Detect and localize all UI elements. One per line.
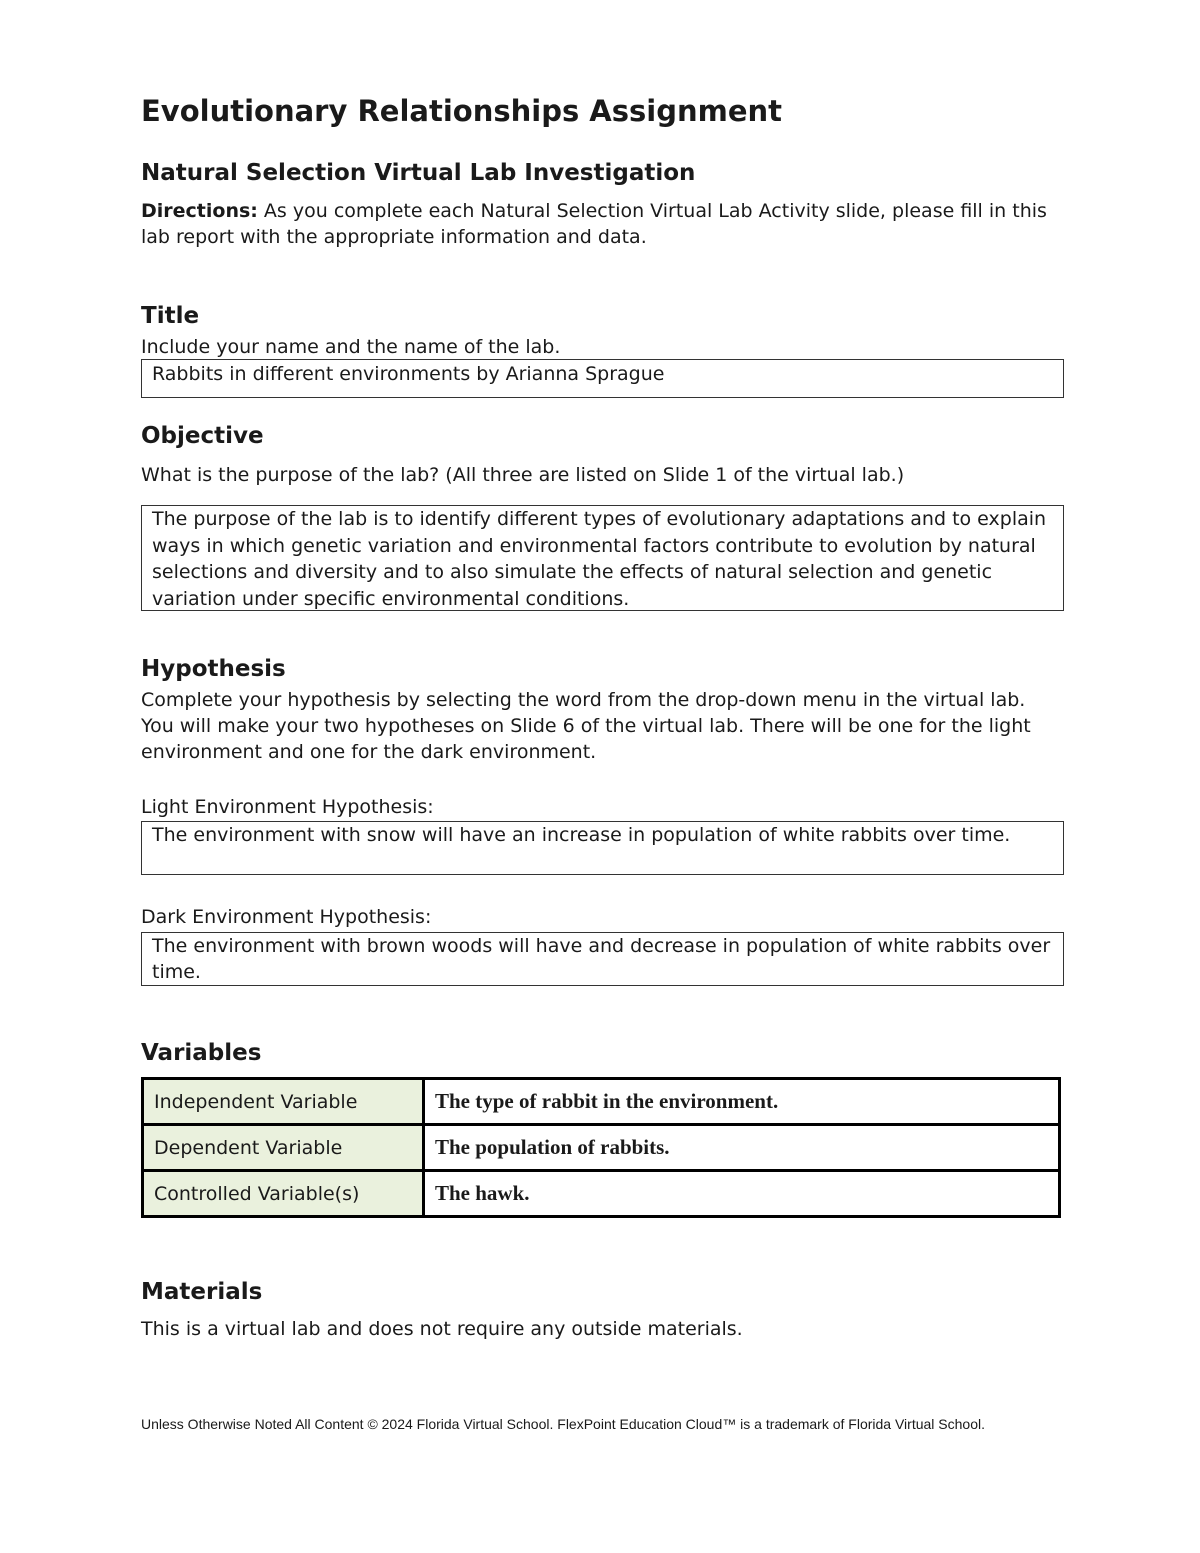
directions [141,198,1061,250]
table-row [143,1171,1060,1217]
copyright-footer: Unless Otherwise Noted All Content © 2024 Florida Virtual School. FlexPoint Education Cloud™ is a trademark of Florida Virtual School. [141,1416,985,1432]
light-hypothesis-label: Light Environment Hypothesis: [141,796,434,818]
dependent-variable-value[interactable]: The population of rabbits. [424,1125,1060,1171]
objective-prompt: What is the purpose of the lab? (All three are listed on Slide 1 of the virtual lab.) [141,464,905,486]
independent-variable-label: Independent Variable [143,1079,424,1125]
document-subtitle: Natural Selection Virtual Lab Investigation [141,160,696,186]
table-row [143,1125,1060,1171]
light-hypothesis-answer-box[interactable]: The environment with snow will have an increase in population of white rabbits over time. [141,821,1064,875]
independent-variable-value[interactable]: The type of rabbit in the environment. [424,1079,1060,1125]
hypothesis-prompt: Complete your hypothesis by selecting the word from the drop-down menu in the virtual lab. You will make your two hypotheses on Slide 6 of the virtual lab. There will be one for the light environment and one for the dark environment. [141,689,1031,763]
controlled-variables-value[interactable]: The hawk. [424,1171,1060,1217]
variables-heading: Variables [141,1040,262,1066]
document-title: Evolutionary Relationships Assignment [141,94,783,128]
title-prompt: Include your name and the name of the lab. [141,336,561,358]
table-row [143,1079,1060,1125]
materials-heading: Materials [141,1279,263,1305]
hypothesis-heading: Hypothesis [141,656,286,682]
materials-text: This is a virtual lab and does not require any outside materials. [141,1318,743,1340]
objective-heading: Objective [141,423,264,449]
controlled-variables-label: Controlled Variable(s) [143,1171,424,1217]
dark-hypothesis-answer-box[interactable]: The environment with brown woods will have and decrease in population of white rabbits over time. [141,932,1064,986]
title-answer-box[interactable]: Rabbits in different environments by Arianna Sprague [141,359,1064,398]
directions-label: Directions: [141,200,258,222]
objective-answer-box[interactable]: The purpose of the lab is to identify different types of evolutionary adaptations and to explain ways in which genetic variation and environmental factors contribute to evolution by natural selections and diversity and to also simulate the effects of natural selection and genetic variation under specific environmental conditions. [141,505,1064,611]
dependent-variable-label: Dependent Variable [143,1125,424,1171]
dark-hypothesis-label: Dark Environment Hypothesis: [141,906,432,928]
title-heading: Title [141,303,200,329]
variables-table [141,1077,1061,1218]
directions-text: As you complete each Natural Selection Virtual Lab Activity slide, please fill in this lab report with the appropriate information and data. [141,200,1047,248]
